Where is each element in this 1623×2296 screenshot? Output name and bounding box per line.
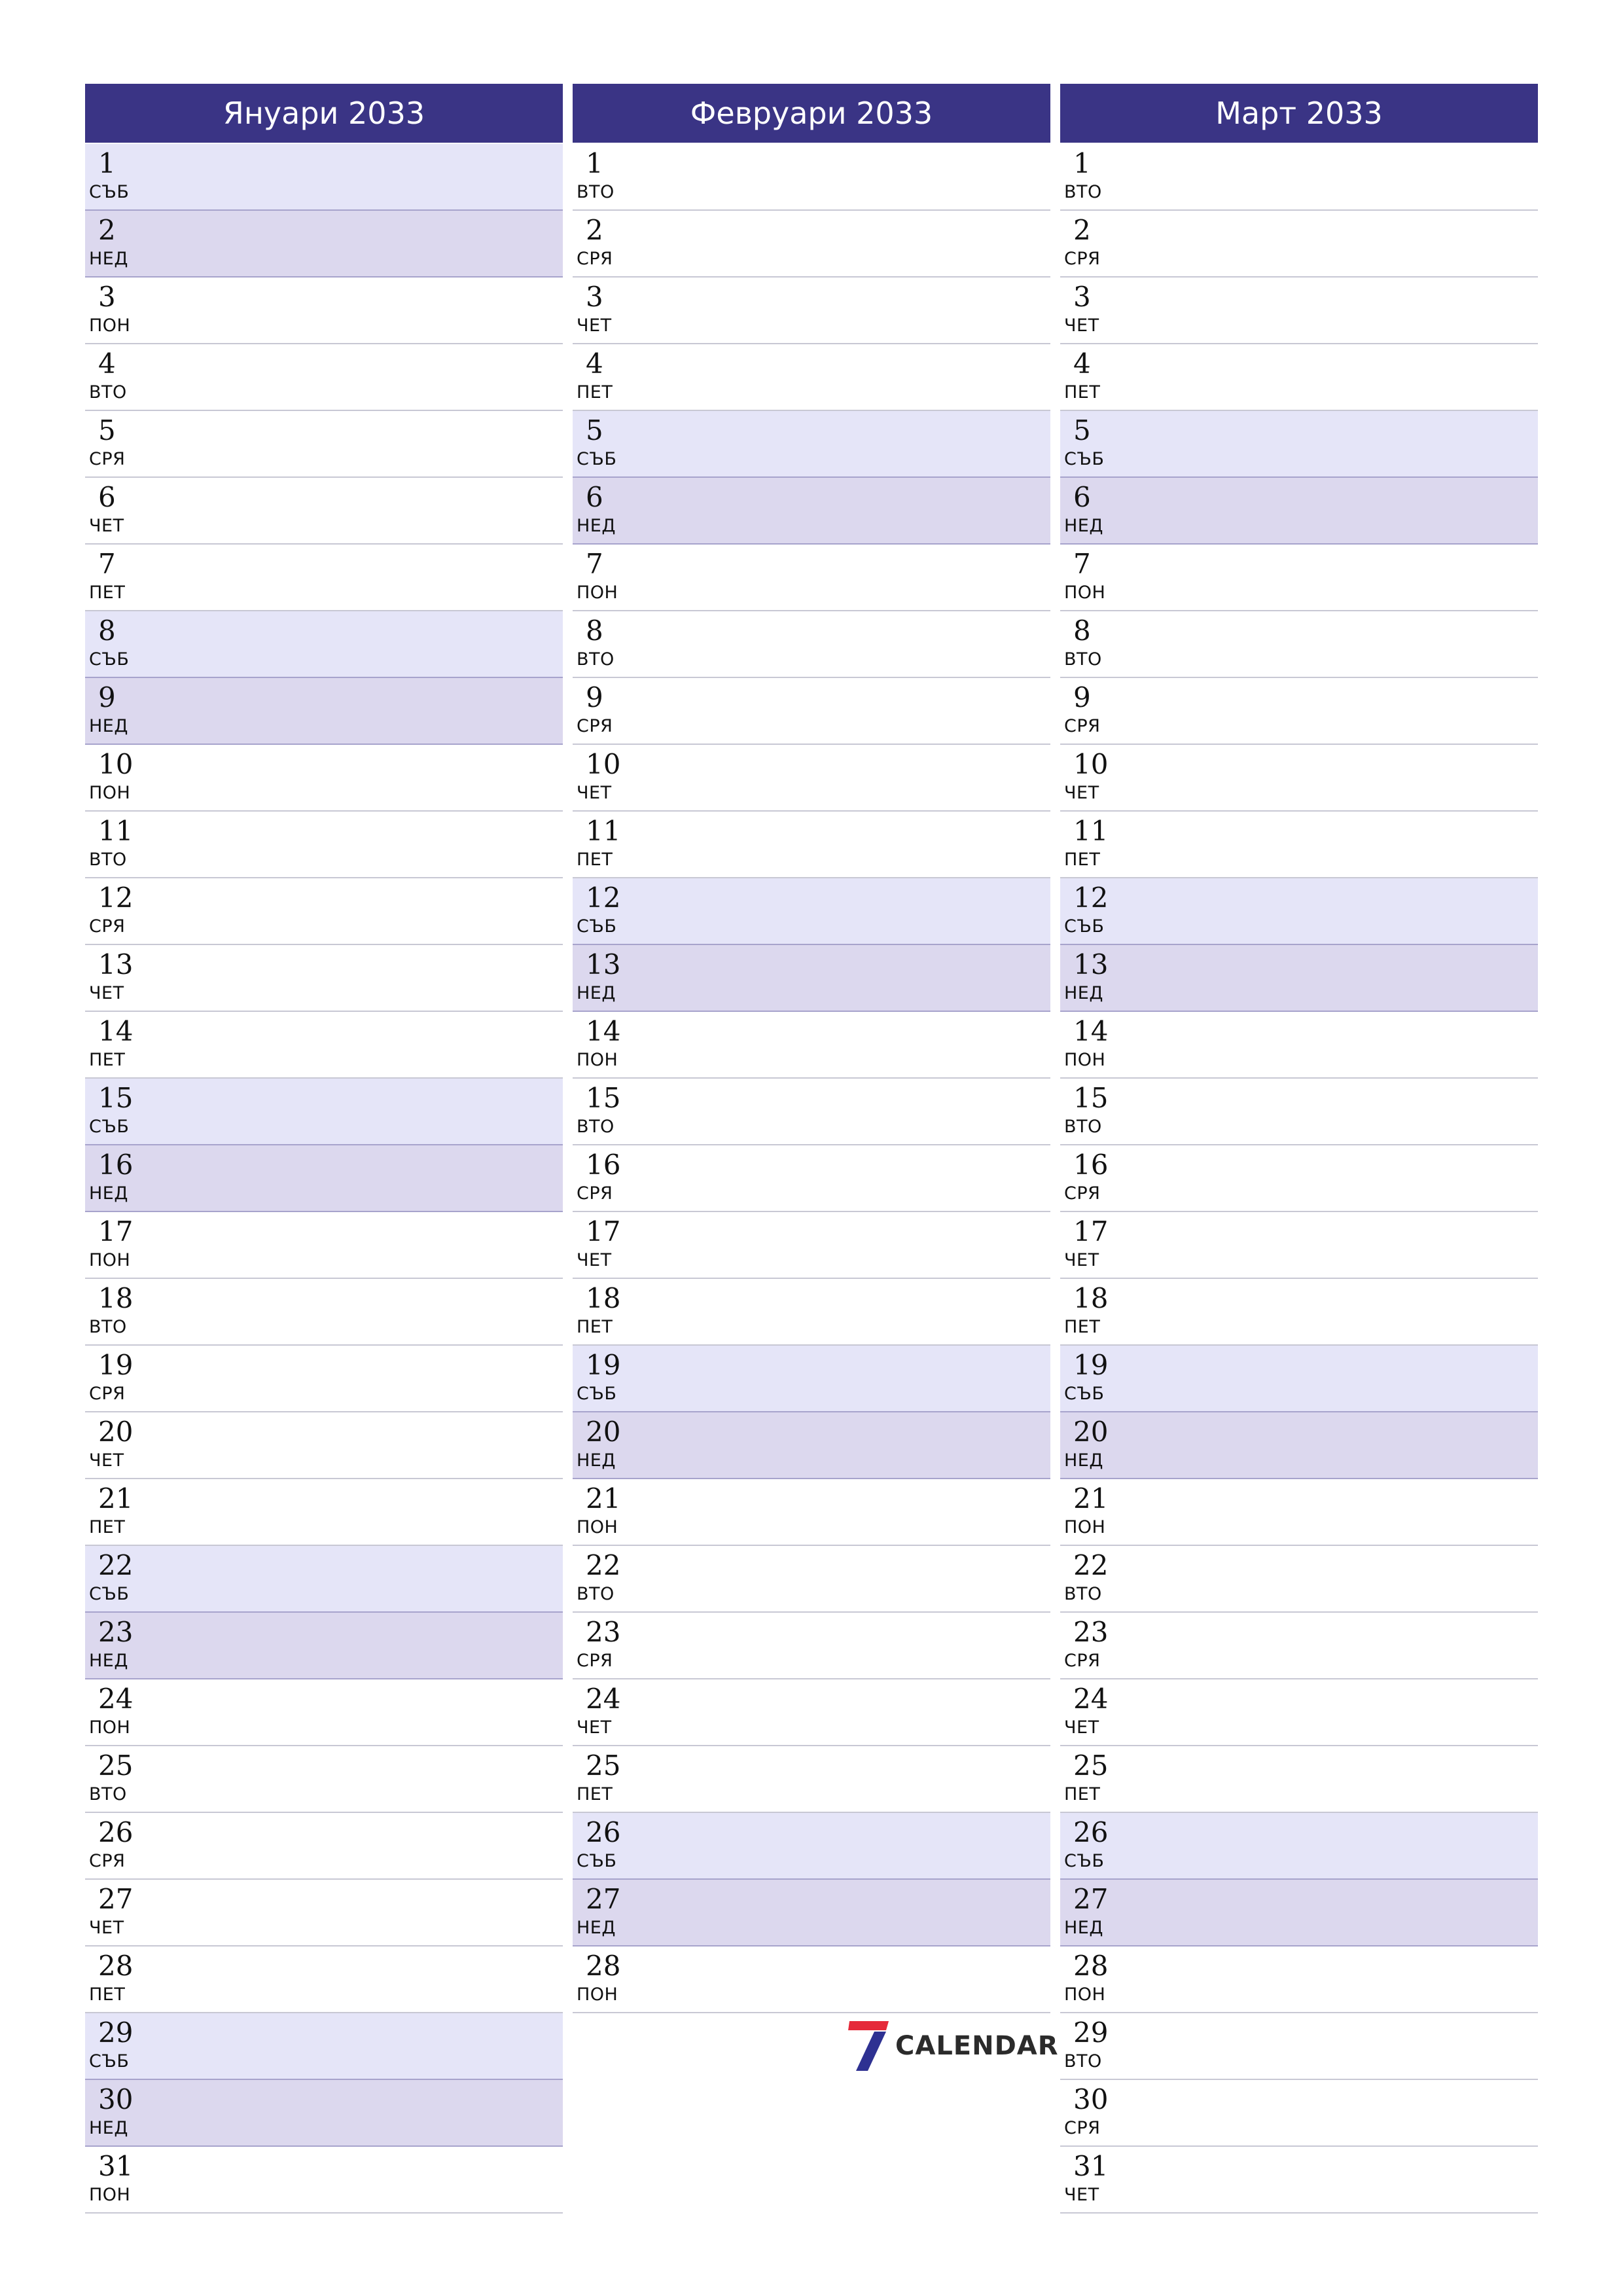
weekday-label: СРЯ [1064, 249, 1101, 269]
day-row [573, 1479, 1050, 1546]
weekday-label: ПЕТ [577, 382, 613, 403]
month-column-february [573, 84, 1050, 2013]
weekday-label: НЕД [577, 983, 616, 1003]
day-number: 21 [98, 1482, 134, 1515]
day-row [1060, 1946, 1538, 2013]
day-number: 18 [1073, 1282, 1109, 1314]
day-row [1060, 878, 1538, 945]
weekday-label: ЧЕТ [577, 1717, 612, 1738]
day-number: 11 [586, 815, 621, 847]
day-row [85, 1012, 563, 1079]
day-row [1060, 1346, 1538, 1412]
weekday-label: СРЯ [577, 249, 613, 269]
weekday-label: НЕД [89, 2118, 128, 2138]
day-row [85, 411, 563, 478]
day-row [573, 1412, 1050, 1479]
weekday-label: СРЯ [89, 1384, 126, 1404]
day-number: 6 [98, 481, 116, 513]
day-row [85, 878, 563, 945]
weekday-label: НЕД [1064, 516, 1103, 536]
day-row [573, 211, 1050, 278]
day-number: 5 [586, 414, 603, 446]
day-number: 18 [586, 1282, 621, 1314]
day-row [85, 812, 563, 878]
month-column-march [1060, 84, 1538, 2214]
weekday-label: ВТО [1064, 1584, 1102, 1604]
day-row [1060, 2013, 1538, 2080]
day-number: 9 [98, 681, 116, 713]
day-number: 6 [586, 481, 603, 513]
weekday-label: НЕД [577, 1450, 616, 1471]
weekday-label: СЪБ [577, 1384, 617, 1404]
day-number: 12 [98, 882, 134, 914]
day-list [573, 144, 1050, 2013]
day-row [573, 1946, 1050, 2013]
day-row [1060, 1746, 1538, 1813]
weekday-label: ПЕТ [89, 1984, 126, 2005]
day-number: 5 [1073, 414, 1091, 446]
day-number: 24 [98, 1683, 134, 1715]
weekday-label: ЧЕТ [89, 1918, 124, 1938]
weekday-label: ВТО [89, 1317, 127, 1337]
day-number: 16 [1073, 1149, 1109, 1181]
day-row [85, 1613, 563, 1679]
day-row [85, 611, 563, 678]
day-row [1060, 745, 1538, 812]
day-number: 4 [98, 348, 116, 380]
weekday-label: ЧЕТ [89, 983, 124, 1003]
month-column-january [85, 84, 563, 2214]
weekday-label: ЧЕТ [1064, 1250, 1099, 1270]
day-number: 26 [98, 1816, 134, 1848]
month-header: Март 2033 [1060, 84, 1538, 143]
day-number: 11 [1073, 815, 1109, 847]
day-row [1060, 278, 1538, 344]
day-row [85, 1279, 563, 1346]
day-number: 19 [98, 1349, 134, 1381]
day-number: 10 [1073, 748, 1109, 780]
day-row [85, 2013, 563, 2080]
day-number: 17 [586, 1215, 621, 1247]
day-row [573, 945, 1050, 1012]
weekday-label: СРЯ [1064, 1183, 1101, 1204]
day-row [85, 1479, 563, 1546]
day-row [573, 611, 1050, 678]
day-number: 13 [98, 948, 134, 980]
day-number: 10 [586, 748, 621, 780]
day-row [573, 812, 1050, 878]
day-number: 28 [98, 1950, 134, 1982]
weekday-label: ВТО [1064, 1117, 1102, 1137]
day-number: 18 [98, 1282, 134, 1314]
day-number: 12 [586, 882, 621, 914]
day-number: 30 [1073, 2083, 1109, 2115]
brand-logo [848, 2018, 1059, 2073]
day-row [573, 1679, 1050, 1746]
day-row [1060, 945, 1538, 1012]
weekday-label: СЪБ [1064, 916, 1105, 937]
day-row [85, 2080, 563, 2147]
day-number: 21 [1073, 1482, 1109, 1515]
weekday-label: ПОН [89, 783, 131, 803]
day-number: 27 [1073, 1883, 1109, 1915]
day-row [573, 1212, 1050, 1279]
day-row [573, 1813, 1050, 1880]
day-row [85, 1746, 563, 1813]
weekday-label: ПЕТ [89, 1050, 126, 1070]
day-number: 7 [586, 548, 603, 580]
day-row [1060, 1412, 1538, 1479]
day-number: 31 [98, 2150, 134, 2182]
weekday-label: ВТО [89, 1784, 127, 1804]
weekday-label: СЪБ [89, 2051, 130, 2072]
day-number: 4 [1073, 348, 1091, 380]
day-number: 29 [1073, 2017, 1109, 2049]
day-row [1060, 1279, 1538, 1346]
weekday-label: ПОН [577, 1050, 618, 1070]
day-row [85, 1546, 563, 1613]
day-number: 16 [586, 1149, 621, 1181]
day-number: 19 [586, 1349, 621, 1381]
weekday-label: НЕД [1064, 1450, 1103, 1471]
day-number: 27 [98, 1883, 134, 1915]
weekday-label: СЪБ [89, 649, 130, 670]
day-list [85, 144, 563, 2214]
day-row [1060, 1613, 1538, 1679]
day-number: 2 [586, 214, 603, 246]
weekday-label: СРЯ [89, 916, 126, 937]
day-row [573, 1746, 1050, 1813]
day-number: 6 [1073, 481, 1091, 513]
weekday-label: НЕД [89, 1183, 128, 1204]
day-number: 22 [1073, 1549, 1109, 1581]
weekday-label: ПОН [89, 1717, 131, 1738]
day-number: 22 [586, 1549, 621, 1581]
weekday-label: ЧЕТ [577, 315, 612, 336]
weekday-label: ПЕТ [1064, 850, 1101, 870]
day-number: 1 [98, 147, 116, 179]
month-header: Януари 2033 [85, 84, 563, 143]
day-row [85, 1412, 563, 1479]
day-number: 14 [586, 1015, 621, 1047]
day-number: 17 [1073, 1215, 1109, 1247]
day-row [85, 745, 563, 812]
day-row [1060, 144, 1538, 211]
weekday-label: ПЕТ [1064, 1317, 1101, 1337]
day-number: 5 [98, 414, 116, 446]
day-row [85, 1946, 563, 2013]
weekday-label: СРЯ [1064, 1651, 1101, 1671]
weekday-label: ПЕТ [89, 1517, 126, 1537]
weekday-label: ВТО [577, 1584, 615, 1604]
day-row [85, 144, 563, 211]
day-row [1060, 2147, 1538, 2214]
day-row [1060, 1479, 1538, 1546]
day-number: 17 [98, 1215, 134, 1247]
day-row [1060, 478, 1538, 545]
day-row [573, 1279, 1050, 1346]
day-row [1060, 2080, 1538, 2147]
weekday-label: ЧЕТ [89, 1450, 124, 1471]
day-number: 9 [1073, 681, 1091, 713]
day-number: 13 [586, 948, 621, 980]
day-number: 20 [586, 1416, 621, 1448]
weekday-label: ПОН [1064, 1984, 1106, 2005]
weekday-label: ВТО [1064, 182, 1102, 202]
day-number: 28 [1073, 1950, 1109, 1982]
day-number: 16 [98, 1149, 134, 1181]
day-row [85, 478, 563, 545]
day-number: 19 [1073, 1349, 1109, 1381]
day-row [85, 1346, 563, 1412]
weekday-label: ЧЕТ [577, 783, 612, 803]
day-row [85, 211, 563, 278]
day-row [573, 545, 1050, 611]
weekday-label: ПОН [89, 2185, 131, 2205]
weekday-label: СЪБ [89, 1584, 130, 1604]
weekday-label: СРЯ [89, 1851, 126, 1871]
day-number: 24 [586, 1683, 621, 1715]
weekday-label: ПОН [577, 1517, 618, 1537]
day-row [573, 278, 1050, 344]
day-row [1060, 545, 1538, 611]
weekday-label: ЧЕТ [577, 1250, 612, 1270]
day-row [85, 1679, 563, 1746]
weekday-label: ПЕТ [89, 583, 126, 603]
weekday-label: НЕД [89, 716, 128, 736]
weekday-label: НЕД [1064, 983, 1103, 1003]
day-number: 26 [1073, 1816, 1109, 1848]
day-row [1060, 411, 1538, 478]
weekday-label: ЧЕТ [1064, 1717, 1099, 1738]
weekday-label: НЕД [577, 516, 616, 536]
day-number: 10 [98, 748, 134, 780]
weekday-label: НЕД [89, 249, 128, 269]
day-row [85, 344, 563, 411]
day-number: 22 [98, 1549, 134, 1581]
day-row [85, 1212, 563, 1279]
day-number: 15 [1073, 1082, 1109, 1114]
day-number: 27 [586, 1883, 621, 1915]
day-row [573, 1079, 1050, 1145]
day-number: 25 [98, 1749, 134, 1782]
day-number: 20 [98, 1416, 134, 1448]
day-row [573, 1012, 1050, 1079]
weekday-label: СЪБ [89, 1117, 130, 1137]
brand-logo-text: CALENDAR [895, 2031, 1059, 2061]
day-number: 23 [98, 1616, 134, 1648]
weekday-label: ЧЕТ [1064, 2185, 1099, 2205]
weekday-label: СРЯ [577, 1183, 613, 1204]
day-number: 4 [586, 348, 603, 380]
weekday-label: ВТО [577, 182, 615, 202]
day-row [573, 1546, 1050, 1613]
day-number: 14 [1073, 1015, 1109, 1047]
day-number: 3 [1073, 281, 1091, 313]
day-number: 2 [1073, 214, 1091, 246]
weekday-label: ПЕТ [577, 1317, 613, 1337]
weekday-label: НЕД [1064, 1918, 1103, 1938]
weekday-label: ПОН [89, 1250, 131, 1270]
day-row [85, 678, 563, 745]
weekday-label: НЕД [577, 1918, 616, 1938]
day-row [573, 1880, 1050, 1946]
day-number: 9 [586, 681, 603, 713]
day-row [1060, 1212, 1538, 1279]
day-number: 26 [586, 1816, 621, 1848]
day-number: 23 [586, 1616, 621, 1648]
weekday-label: СРЯ [89, 449, 126, 469]
day-row [85, 945, 563, 1012]
weekday-label: ПОН [89, 315, 131, 336]
day-row [573, 878, 1050, 945]
day-number: 3 [98, 281, 116, 313]
weekday-label: ВТО [1064, 649, 1102, 670]
weekday-label: ПЕТ [577, 1784, 613, 1804]
day-number: 31 [1073, 2150, 1109, 2182]
day-number: 7 [1073, 548, 1091, 580]
day-row [1060, 1546, 1538, 1613]
weekday-label: СРЯ [1064, 2118, 1101, 2138]
weekday-label: ПОН [577, 1984, 618, 2005]
day-number: 12 [1073, 882, 1109, 914]
day-number: 20 [1073, 1416, 1109, 1448]
day-row [1060, 1012, 1538, 1079]
weekday-label: ВТО [1064, 2051, 1102, 2072]
weekday-label: ВТО [577, 649, 615, 670]
weekday-label: НЕД [89, 1651, 128, 1671]
weekday-label: ЧЕТ [89, 516, 124, 536]
weekday-label: СЪБ [89, 182, 130, 202]
weekday-label: СЪБ [1064, 1851, 1105, 1871]
day-row [573, 745, 1050, 812]
day-row [85, 1079, 563, 1145]
weekday-label: СРЯ [577, 1651, 613, 1671]
weekday-label: ПОН [577, 583, 618, 603]
day-row [1060, 1679, 1538, 1746]
day-number: 1 [1073, 147, 1091, 179]
day-row [573, 678, 1050, 745]
weekday-label: СРЯ [1064, 716, 1101, 736]
day-number: 21 [586, 1482, 621, 1515]
day-row [1060, 1145, 1538, 1212]
day-number: 28 [586, 1950, 621, 1982]
day-row [573, 1346, 1050, 1412]
day-number: 23 [1073, 1616, 1109, 1648]
weekday-label: ВТО [89, 382, 127, 403]
weekday-label: ВТО [577, 1117, 615, 1137]
day-row [573, 344, 1050, 411]
weekday-label: ЧЕТ [1064, 783, 1099, 803]
weekday-label: ПОН [1064, 583, 1106, 603]
day-row [573, 1145, 1050, 1212]
day-row [85, 1880, 563, 1946]
day-number: 7 [98, 548, 116, 580]
day-row [85, 278, 563, 344]
weekday-label: ЧЕТ [1064, 315, 1099, 336]
day-row [1060, 1880, 1538, 1946]
month-header: Февруари 2033 [573, 84, 1050, 143]
weekday-label: СРЯ [577, 716, 613, 736]
day-number: 25 [586, 1749, 621, 1782]
day-row [1060, 611, 1538, 678]
day-row [85, 1813, 563, 1880]
day-number: 13 [1073, 948, 1109, 980]
weekday-label: ПОН [1064, 1517, 1106, 1537]
weekday-label: СЪБ [577, 1851, 617, 1871]
weekday-label: СЪБ [577, 449, 617, 469]
day-number: 2 [98, 214, 116, 246]
day-number: 1 [586, 147, 603, 179]
day-number: 15 [586, 1082, 621, 1114]
day-row [573, 411, 1050, 478]
day-number: 15 [98, 1082, 134, 1114]
day-row [1060, 1813, 1538, 1880]
day-number: 8 [98, 615, 116, 647]
weekday-label: ПЕТ [1064, 382, 1101, 403]
day-row [573, 478, 1050, 545]
seven-calendar-logo-icon [848, 2020, 890, 2072]
day-number: 30 [98, 2083, 134, 2115]
weekday-label: ПОН [1064, 1050, 1106, 1070]
day-number: 25 [1073, 1749, 1109, 1782]
day-number: 8 [586, 615, 603, 647]
day-row [85, 545, 563, 611]
day-number: 29 [98, 2017, 134, 2049]
day-row [573, 144, 1050, 211]
day-number: 24 [1073, 1683, 1109, 1715]
day-number: 3 [586, 281, 603, 313]
day-number: 8 [1073, 615, 1091, 647]
weekday-label: СЪБ [1064, 1384, 1105, 1404]
day-row [85, 1145, 563, 1212]
weekday-label: ПЕТ [1064, 1784, 1101, 1804]
day-row [1060, 344, 1538, 411]
weekday-label: СЪБ [1064, 449, 1105, 469]
weekday-label: ВТО [89, 850, 127, 870]
day-row [1060, 1079, 1538, 1145]
weekday-label: СЪБ [577, 916, 617, 937]
day-row [1060, 812, 1538, 878]
day-list [1060, 144, 1538, 2214]
day-row [573, 1613, 1050, 1679]
day-row [85, 2147, 563, 2214]
day-number: 11 [98, 815, 134, 847]
day-row [1060, 211, 1538, 278]
weekday-label: ПЕТ [577, 850, 613, 870]
day-row [1060, 678, 1538, 745]
day-number: 14 [98, 1015, 134, 1047]
